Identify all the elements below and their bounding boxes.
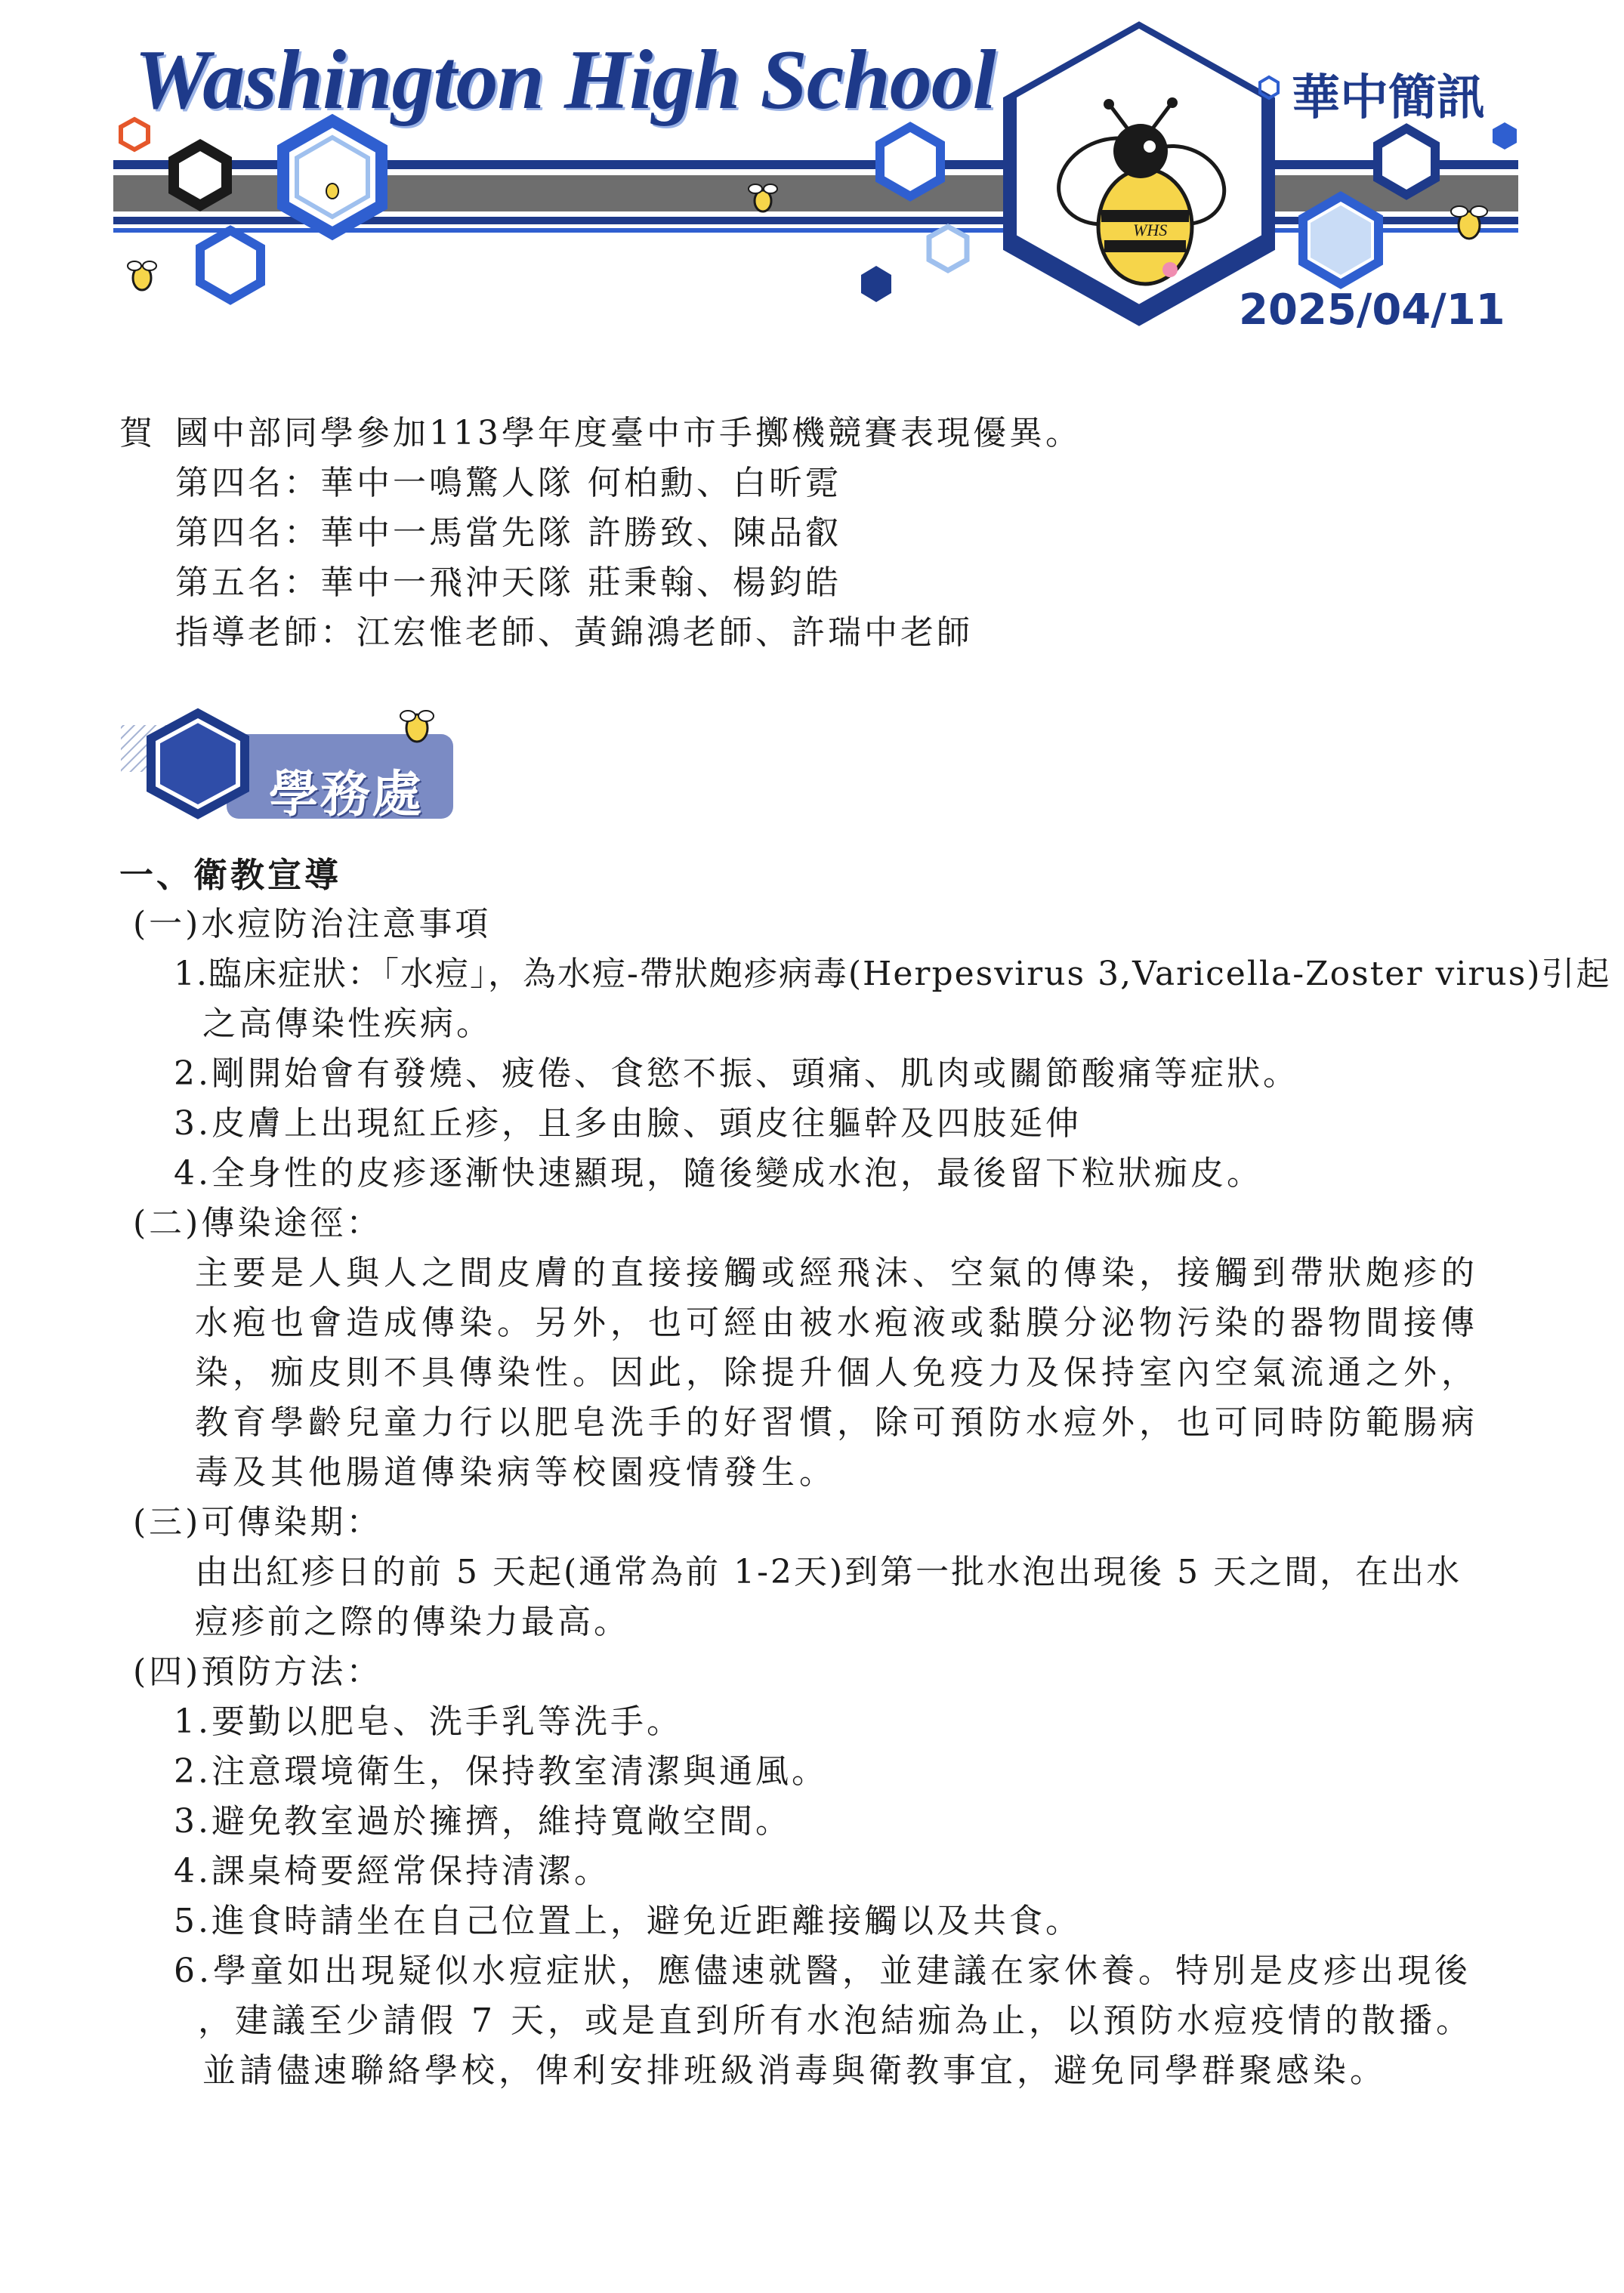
logo-text: WHS (1133, 221, 1168, 239)
list-item: 4.全身性的皮疹逐漸快速顯現，隨後變成水泡，最後留下粒狀痂皮。 (174, 1154, 1263, 1193)
paragraph-line: 痘疹前之際的傳染力最高。 (195, 1603, 630, 1641)
section-badge-label: 學務處 (269, 765, 423, 823)
congrats-line: 第五名：華中一飛沖天隊 莊秉翰、楊鈞皓 (175, 563, 841, 602)
newsletter-title: 華中簡訊 (1292, 70, 1485, 126)
list-item: 3.避免教室過於擁擠，維持寬敞空間。 (174, 1802, 792, 1841)
issue-date: 2025/04/11 (1239, 285, 1505, 335)
list-item: 1.臨床症狀：「水痘」，為水痘-帶狀皰疹病毒(Herpesvirus 3,Varicella-Zoster virus)引起 (174, 955, 1611, 993)
paragraph-line: 染，痂皮則不具傳染性。因此，除提升個人免疫力及保持室內空氣流通之外， (195, 1353, 1479, 1392)
paragraph-line: 毒及其他腸道傳染病等校園疫情發生。 (195, 1453, 837, 1492)
list-item: 並請儘速聯絡學校，俾利安排班級消毒與衛教事宜，避免同學群聚感染。 (202, 2051, 1387, 2090)
paragraph-line: 教育學齡兒童力行以肥皂洗手的好習慣，除可預防水痘外，也可同時防範腸病 (195, 1403, 1479, 1442)
list-item: 6.學童如出現疑似水痘症狀，應儘速就醫，並建議在家休養。特別是皮疹出現後 (174, 1952, 1471, 1990)
congrats-line: 指導老師：江宏惟老師、黃錦鴻老師、許瑞中老師 (175, 613, 973, 652)
list-item: 2.注意環境衛生，保持教室清潔與通風。 (174, 1752, 828, 1791)
congrats-title: 國中部同學參加113學年度臺中市手擲機競賽表現優異。 (175, 414, 1082, 452)
list-item: 2.剛開始會有發燒、疲倦、食慾不振、頭痛、肌肉或關節酸痛等症狀。 (174, 1054, 1299, 1093)
congrats-line: 第四名：華中一鳴驚人隊 何柏勳、白昕霓 (175, 464, 841, 502)
list-item: ，建議至少請假 7 天，或是直到所有水泡結痂為止，以預防水痘疫情的散播。 (198, 2001, 1473, 2040)
school-name: Washington High School (134, 33, 996, 127)
paragraph-line: 由出紅疹日的前 5 天起(通常為前 1-2天)到第一批水泡出現後 5 天之間，在出水 (195, 1553, 1462, 1591)
list-item: 3.皮膚上出現紅丘疹，且多由臉、頭皮往軀幹及四肢延伸 (174, 1104, 1082, 1143)
congrats-line: 第四名：華中一馬當先隊 許勝致、陳品叡 (175, 514, 841, 552)
subsection-title: (一)水痘防治注意事項 (133, 905, 492, 943)
list-item: 4.課桌椅要經常保持清潔。 (174, 1852, 610, 1890)
list-item: 之高傳染性疾病。 (202, 1005, 492, 1043)
list-item: 1.要勤以肥皂、洗手乳等洗手。 (174, 1702, 683, 1741)
subsection-title: (四)預防方法： (133, 1653, 383, 1691)
subsection-title: (二)傳染途徑： (133, 1204, 383, 1242)
list-item: 5.進食時請坐在自己位置上，避免近距離接觸以及共食。 (174, 1902, 1082, 1940)
paragraph-line: 主要是人與人之間皮膚的直接接觸或經飛沫、空氣的傳染，接觸到帶狀皰疹的 (195, 1254, 1479, 1292)
subsection-title: (三)可傳染期： (133, 1503, 383, 1542)
paragraph-line: 水疱也會造成傳染。另外，也可經由被水疱液或黏膜分泌物污染的器物間接傳 (195, 1304, 1479, 1342)
section-heading: 一、衛教宣導 (119, 855, 342, 895)
congrats-prefix: 賀 (119, 414, 156, 452)
bee-icon-small-1 (128, 261, 156, 290)
